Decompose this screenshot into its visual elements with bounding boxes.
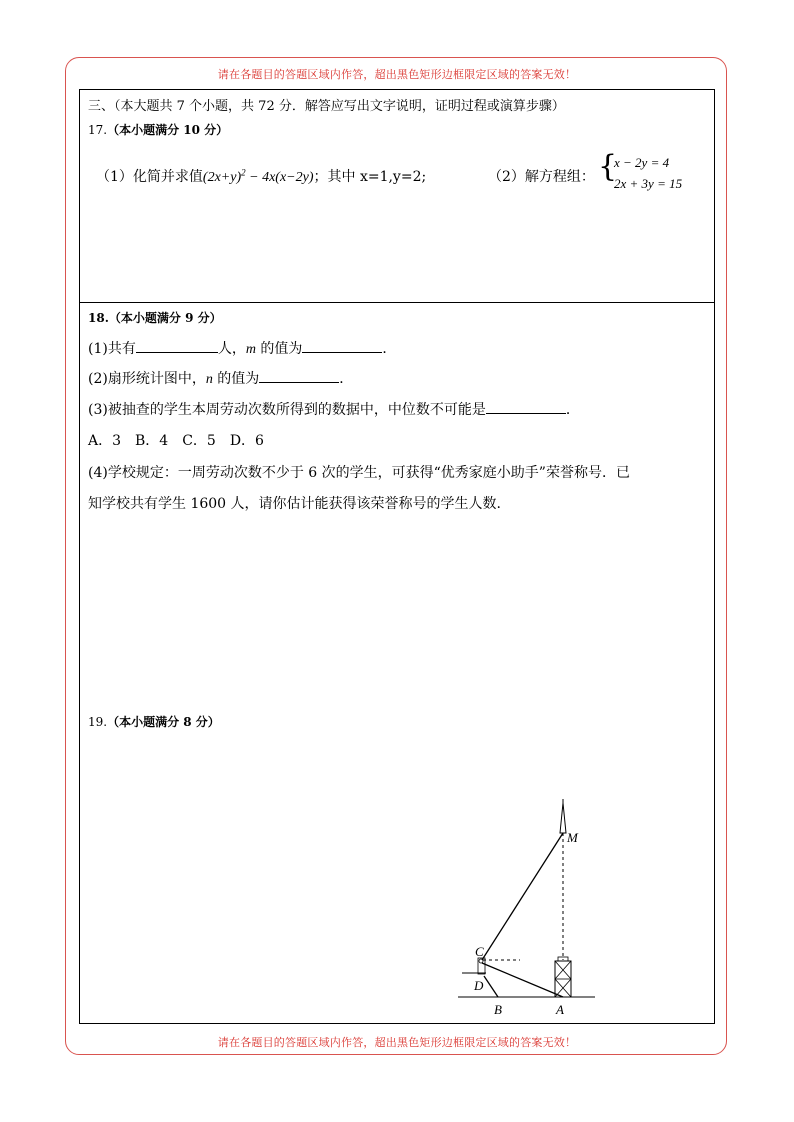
q19-number: 19.: [88, 715, 108, 729]
q17-part1-label: （1）化简并求值: [96, 169, 203, 185]
q18-blank-1[interactable]: [136, 340, 218, 353]
section-title: 三、（本大题共 7 个小题，共 72 分．解答应写出文字说明，证明过程或演算步骤）: [88, 99, 565, 114]
q17-part1-condition: ；其中 x=1,y=2;: [313, 169, 427, 185]
q18-part1-text-c: 的值为: [255, 341, 303, 357]
footer-warning: 请在各题目的答题区域内作答，超出黑色矩形边框限定区域的答案无效！: [217, 1036, 577, 1049]
system-brace: {: [598, 149, 618, 184]
q17-part1-expr-a: (2x+y): [202, 170, 242, 185]
q18-var-m: m: [245, 342, 256, 357]
q18-var-n: n: [205, 372, 213, 387]
q17-heading: [88, 121, 228, 138]
q18-part2: [88, 368, 353, 388]
q18-part1: [88, 338, 396, 358]
q18-score: （本小题满分 9 分）: [108, 311, 222, 325]
label-A: A: [556, 1002, 564, 1017]
q18-part4-line1: (4)学校规定：一周劳动次数不少于 6 次的学生，可获得“优秀家庭小助手”荣誉称号．已: [88, 465, 630, 481]
line-DB: [484, 976, 498, 997]
label-C: C: [475, 944, 484, 959]
q18-blank-4[interactable]: [486, 401, 566, 414]
q17-score: （本小题满分 10 分）: [107, 123, 229, 137]
q18-part1-text-b: 人，: [217, 341, 246, 357]
q18-heading: [88, 309, 222, 326]
q17-part1-exponent: 2: [241, 167, 246, 178]
q18-part1-end: ．: [382, 341, 397, 357]
q18-part3-text: (3)被抽查的学生本周劳动次数所得到的数据中，中位数不可能是: [88, 402, 486, 418]
q17-equation-2: 2x + 3y = 15: [614, 176, 683, 191]
q18-part2-end: ．: [339, 371, 354, 387]
q19-heading: [88, 713, 220, 730]
label-B: B: [494, 1002, 502, 1017]
q18-part4-line2: 知学校共有学生 1600 人，请你估计能获得该荣誉称号的学生人数.: [88, 496, 501, 512]
q19-figure: [450, 795, 610, 1020]
label-M: M: [567, 830, 578, 845]
q18-blank-2[interactable]: [302, 340, 382, 353]
q17-part1: [96, 166, 426, 186]
label-D: D: [474, 978, 484, 993]
q17-number: 17.: [88, 123, 108, 137]
q18-options: A．3 B．4 C．5 D．6: [88, 433, 264, 449]
q18-part3-end: ．: [565, 402, 580, 418]
q19-score: （本小题满分 8 分）: [107, 715, 220, 729]
q18-part2-text-a: (2)扇形统计图中，: [88, 371, 206, 387]
q18-part1-text-a: (1)共有: [88, 341, 136, 357]
q18-part3: [88, 399, 580, 419]
q17-part2-label: （2）解方程组：: [488, 169, 595, 185]
line-CM: [482, 833, 563, 960]
header-warning: 请在各题目的答题区域内作答，超出黑色矩形边框限定区域的答案无效！: [217, 68, 577, 81]
q18-number: 18.: [88, 311, 109, 325]
q18-part2-text-b: 的值为: [212, 371, 260, 387]
q18-blank-3[interactable]: [259, 370, 339, 383]
tower-tip: [560, 803, 566, 833]
q17-part1-expr-b: − 4x(x−2y): [245, 170, 314, 185]
q17-equation-1: x − 2y = 4: [614, 155, 670, 170]
